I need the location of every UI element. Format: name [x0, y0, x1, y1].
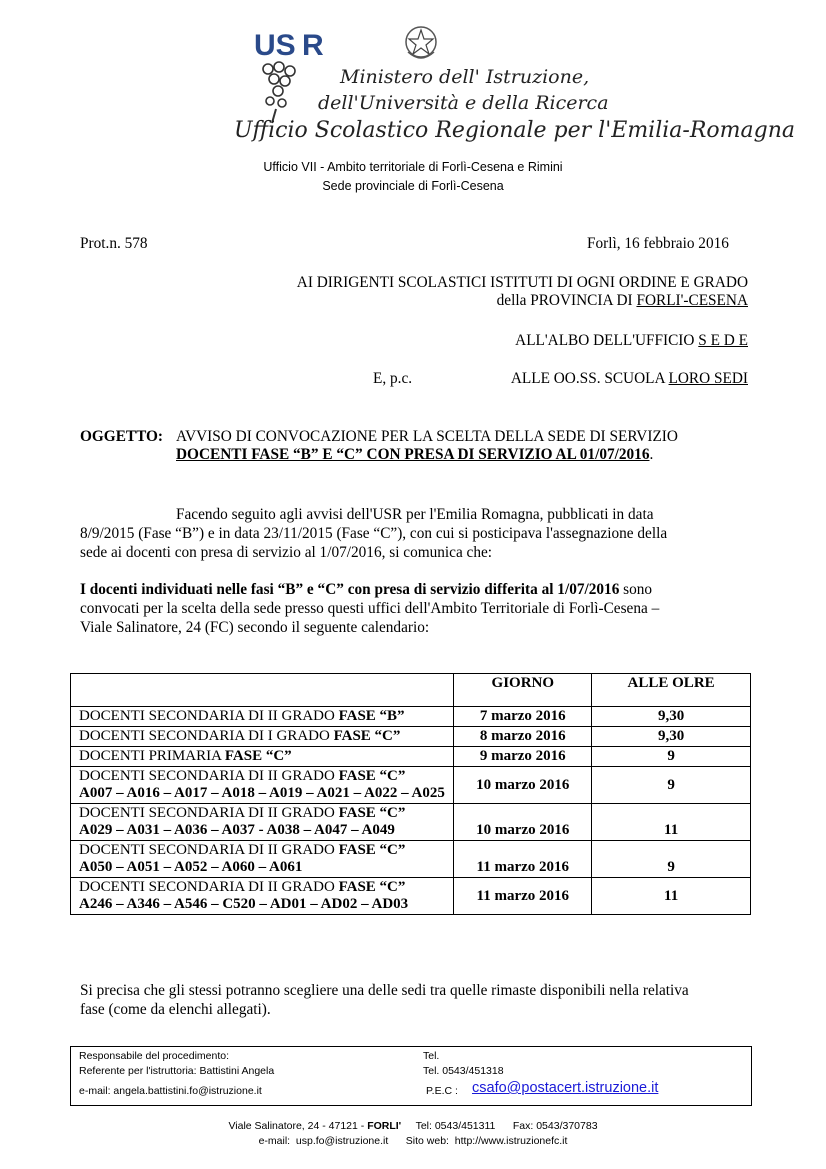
paragraph-3-line-2: fase (come da elenchi allegati).	[80, 1001, 271, 1018]
subject-line-1: AVVISO DI CONVOCAZIONE PER LA SCELTA DELLA SEDE DI SERVIZIO	[176, 428, 678, 445]
pec-email-link[interactable]: csafo@postacert.istruzione.it	[472, 1080, 659, 1096]
responsible-label: Responsabile del procedimento:	[79, 1050, 230, 1062]
table-header-row	[71, 674, 751, 707]
svg-text:R: R	[302, 29, 324, 62]
responsible-tel-label: Tel.	[423, 1050, 440, 1062]
paragraph-1-line-2: 8/9/2015 (Fase “B”) e in data 23/11/2015 (Fase “C”), con cui si posticipava l'assegnazione della	[80, 525, 668, 542]
referent-tel: Tel. 0543/451318	[423, 1065, 504, 1077]
row-time: 9,30	[592, 707, 751, 727]
row-description: DOCENTI SECONDARIA DI II GRADO FASE “C” A050 – A051 – A052 – A060 – A061	[71, 841, 454, 878]
row-time: 9,30	[592, 727, 751, 747]
footer-address: Viale Salinatore, 24 - 47121 - FORLI' Tel: 0543/451311 Fax: 0543/370783	[228, 1120, 598, 1132]
table-row	[71, 747, 751, 767]
row-day: 8 marzo 2016	[454, 727, 592, 747]
ministry-line-2: dell'Università e della Ricerca	[318, 92, 609, 114]
place-date: Forlì, 16 febbraio 2016	[587, 235, 729, 252]
protocol-number: Prot.n. 578	[80, 235, 148, 252]
row-day: 11 marzo 2016	[454, 878, 592, 915]
convocation-calendar-table	[70, 673, 751, 915]
row-time: 9	[592, 767, 751, 804]
paragraph-1-line-1: Facendo seguito agli avvisi dell'USR per l'Emilia Romagna, pubblicati in data	[176, 506, 654, 523]
row-time: 9	[592, 747, 751, 767]
row-description: DOCENTI SECONDARIA DI II GRADO FASE “C” A007 – A016 – A017 – A018 – A019 – A021 – A022 – A025	[71, 767, 454, 804]
referent-email: e-mail: angela.battistini.fo@istruzione.it	[79, 1085, 262, 1097]
row-description: DOCENTI SECONDARIA DI I GRADO FASE “C”	[71, 727, 454, 747]
row-day: 9 marzo 2016	[454, 747, 592, 767]
table-header-time: ALLE OLRE	[592, 674, 751, 707]
table-row	[71, 727, 751, 747]
recipient-line-2: della PROVINCIA DI FORLI'-CESENA	[496, 292, 748, 309]
table-row	[71, 767, 751, 804]
svg-text:US: US	[254, 29, 296, 62]
row-day: 10 marzo 2016	[454, 767, 592, 804]
table-row	[71, 878, 751, 915]
row-day: 11 marzo 2016	[454, 841, 592, 878]
recipient-line-4: ALLE OO.SS. SCUOLA LORO SEDI	[510, 370, 748, 387]
row-description: DOCENTI SECONDARIA DI II GRADO FASE “B”	[71, 707, 454, 727]
table-row	[71, 707, 751, 727]
epc-label: E, p.c.	[373, 370, 413, 387]
ministry-line-1: Ministero dell' Istruzione,	[340, 66, 590, 88]
paragraph-1-line-3: sede ai docenti con presa di servizio al 1/07/2016, si comunica che:	[80, 544, 493, 561]
paragraph-2-line-1: I docenti individuati nelle fasi “B” e “C” con presa di servizio differita al 1/07/2016 sono	[80, 581, 653, 598]
row-codes: A246 – A346 – A546 – C520 – AD01 – AD02 – AD03	[79, 896, 409, 912]
row-codes: A007 – A016 – A017 – A018 – A019 – A021 – A022 – A025	[79, 785, 445, 801]
footer-web: e-mail: usp.fo@istruzione.it Sito web: http://www.istruzionefc.it	[258, 1135, 568, 1147]
row-time: 11	[592, 804, 751, 841]
paragraph-3-line-1: Si precisa che gli stessi potranno scegliere una delle sedi tra quelle rimaste disponibili nella relativa	[80, 982, 689, 999]
row-description: DOCENTI PRIMARIA FASE “C”	[71, 747, 454, 767]
table-header-cell	[71, 674, 454, 707]
office-line-2: Sede provinciale di Forlì-Cesena	[322, 179, 504, 193]
pec-label: P.E.C :	[426, 1085, 458, 1097]
row-description: DOCENTI SECONDARIA DI II GRADO FASE “C” A029 – A031 – A036 – A037 - A038 – A047 – A049	[71, 804, 454, 841]
row-day: 7 marzo 2016	[454, 707, 592, 727]
referent-label: Referente per l'istruttoria: Battistini Angela	[79, 1065, 275, 1077]
table-header-day: GIORNO	[454, 674, 592, 707]
subject-label: OGGETTO:	[80, 428, 164, 445]
table-row	[71, 804, 751, 841]
subject-line-2: DOCENTI FASE “B” E “C” CON PRESA DI SERVIZIO AL 01/07/2016.	[176, 446, 654, 463]
row-description: DOCENTI SECONDARIA DI II GRADO FASE “C” A246 – A346 – A546 – C520 – AD01 – AD02 – AD03	[71, 878, 454, 915]
row-time: 11	[592, 878, 751, 915]
recipient-line-3: ALL'ALBO DELL'UFFICIO S E D E	[515, 332, 748, 349]
paragraph-2-line-2: convocati per la scelta della sede presso questi uffici dell'Ambito Territoriale di Forlì-Cesena –	[80, 600, 660, 617]
row-codes: A050 – A051 – A052 – A060 – A061	[79, 859, 303, 875]
republic-emblem-icon	[402, 22, 440, 64]
row-codes: A029 – A031 – A036 – A037 - A038 – A047 – A049	[79, 822, 395, 838]
ministry-line-3: Ufficio Scolastico Regionale per l'Emilia-Romagna	[234, 118, 795, 143]
row-day: 10 marzo 2016	[454, 804, 592, 841]
office-line-1: Ufficio VII - Ambito territoriale di Forlì-Cesena e Rimini	[263, 160, 563, 174]
contact-box	[70, 1046, 752, 1106]
paragraph-2-line-3: Viale Salinatore, 24 (FC) secondo il seguente calendario:	[80, 619, 430, 636]
row-time: 9	[592, 841, 751, 878]
table-row	[71, 841, 751, 878]
recipient-line-1: AI DIRIGENTI SCOLASTICI ISTITUTI DI OGNI ORDINE E GRADO	[296, 274, 748, 291]
